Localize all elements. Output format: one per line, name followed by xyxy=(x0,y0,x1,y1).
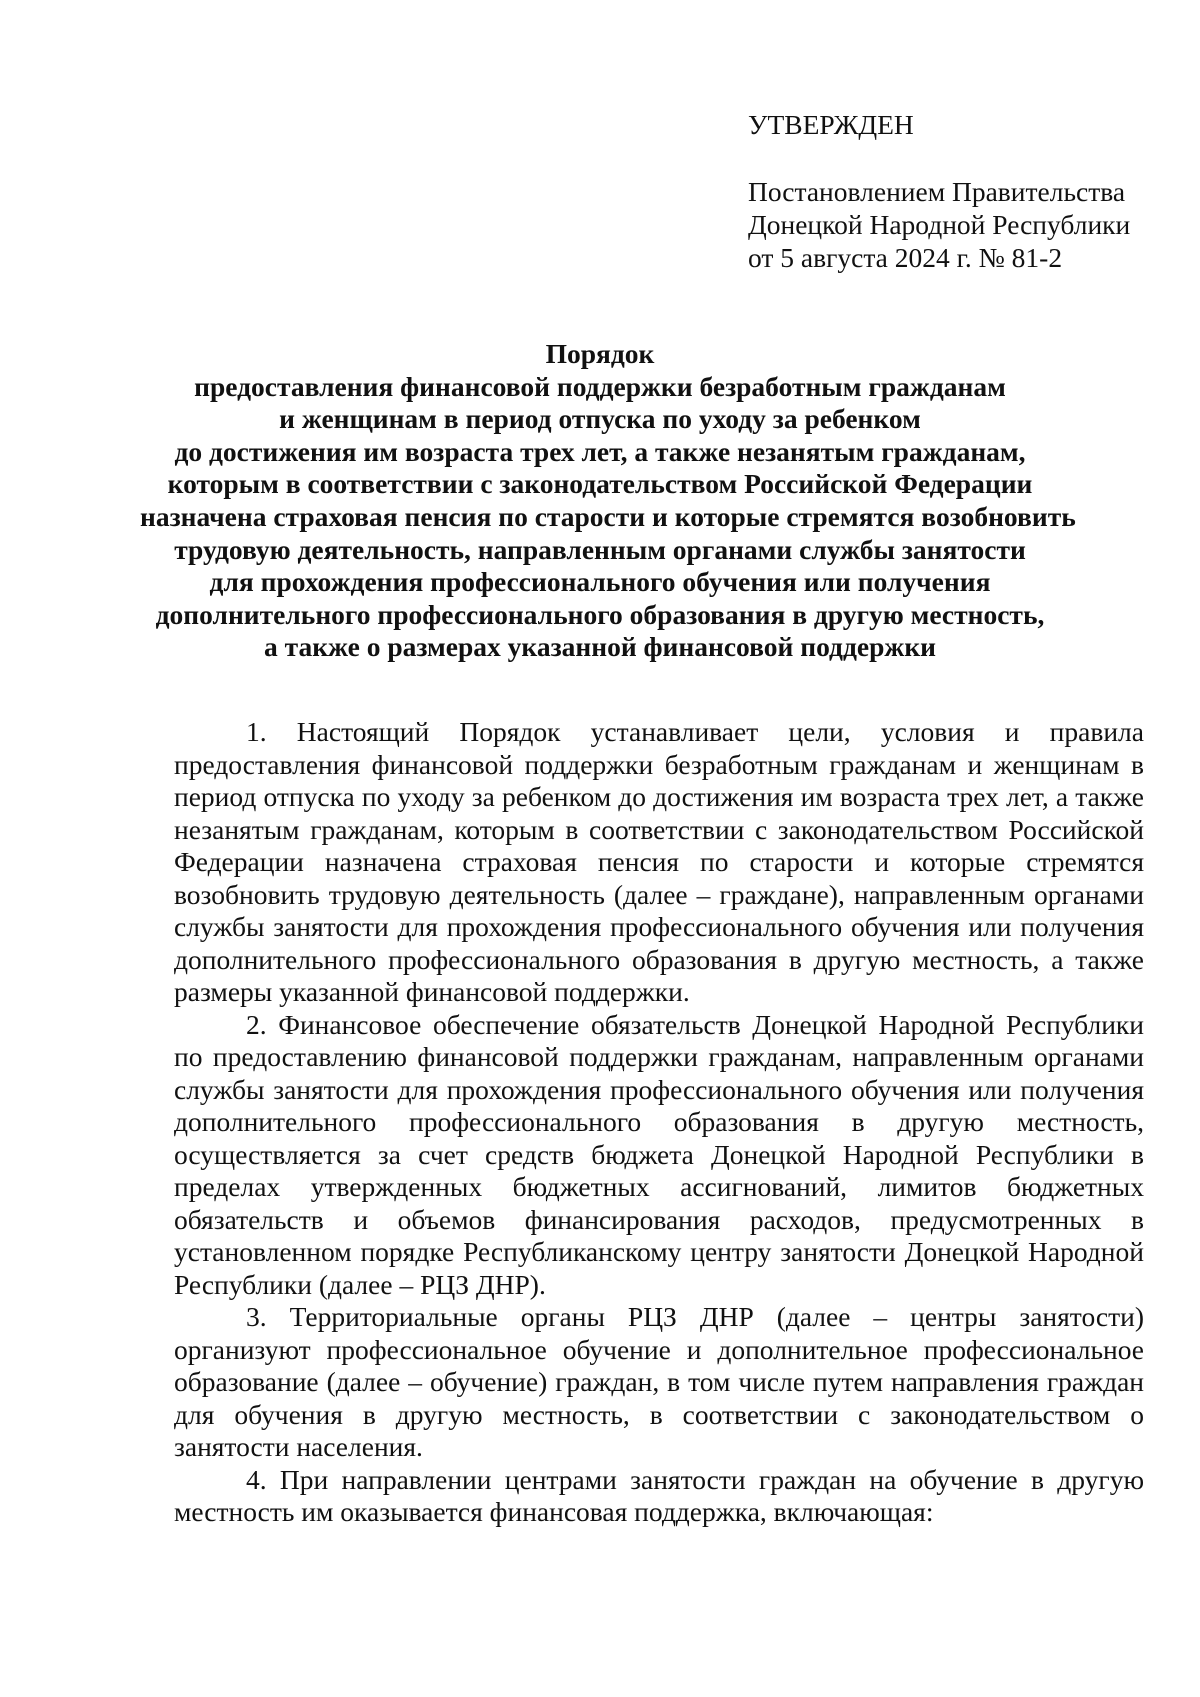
paragraph-3: 3. Территориальные органы РЦЗ ДНР (далее – центры занятости) организуют профессиональное обучение и дополнительное профессиональное образование (далее – обучение) граждан, в том числе путем направления граждан для обучения в другую местность, в соответствии с законодательством о занятости населения. xyxy=(174,1301,1144,1462)
document-title xyxy=(140,338,1076,664)
approval-line: Постановлением Правительства xyxy=(748,176,1126,207)
title-line: дополнительного профессионального образования в другую местность, xyxy=(155,598,1045,630)
title-line: и женщинам в период отпуска по уходу за ребенком xyxy=(279,403,921,435)
title-line: а также о размерах указанной финансовой поддержки xyxy=(263,631,937,663)
approval-line: от 5 августа 2024 г. № 81-2 xyxy=(748,242,1063,273)
document-body xyxy=(174,716,1144,1529)
approval-block xyxy=(748,108,1168,274)
approval-stamp: УТВЕРЖДЕН xyxy=(748,109,914,140)
title-line: для прохождения профессионального обучения или получения xyxy=(209,566,991,598)
paragraph-1: 1. Настоящий Порядок устанавливает цели, условия и правила предоставления финансовой поддержки безработным гражданам и женщинам в период отпуска по уходу за ребенком до достижения им возраста трех лет, а также незанятым гражданам, которым в соответствии с законодательством Российской Федерации назначена страховая пенсия по старости и которые стремятся возобновить трудовую деятельность (далее – граждане), направленным органами службы занятости для прохождения профессионального обучения или получения дополнительного профессионального образования в другую местность, а также размеры указанной финансовой поддержки. xyxy=(174,716,1144,1007)
paragraph-4: 4. При направлении центрами занятости граждан на обучение в другую местность им оказывается финансовая поддержка, включающая: xyxy=(174,1463,1144,1527)
title-line: трудовую деятельность, направленным органами службы занятости xyxy=(174,533,1026,565)
title-line: назначена страховая пенсия по старости и которые стремятся возобновить xyxy=(140,500,1076,532)
paragraph-2: 2. Финансовое обеспечение обязательств Донецкой Народной Республики по предоставлению финансовой поддержки гражданам, направленным органами службы занятости для прохождения профессионального обучения или получения дополнительного профессионального образования в другую местность, осуществляется за счет средств бюджета Донецкой Народной Республики в пределах утвержденных бюджетных ассигнований, лимитов бюджетных обязательств и объемов финансирования расходов, предусмотренных в установленном порядке Республиканскому центру занятости Донецкой Народной Республики (далее – РЦЗ ДНР). xyxy=(174,1008,1144,1300)
approval-line: Донецкой Народной Республики xyxy=(748,209,1131,240)
title-line: до достижения им возраста трех лет, а также незанятым гражданам, xyxy=(174,435,1026,467)
title-line: Порядок xyxy=(545,338,655,369)
title-line: предоставления финансовой поддержки безработным гражданам xyxy=(194,370,1006,402)
title-line: которым в соответствии с законодательством Российской Федерации xyxy=(167,468,1033,500)
